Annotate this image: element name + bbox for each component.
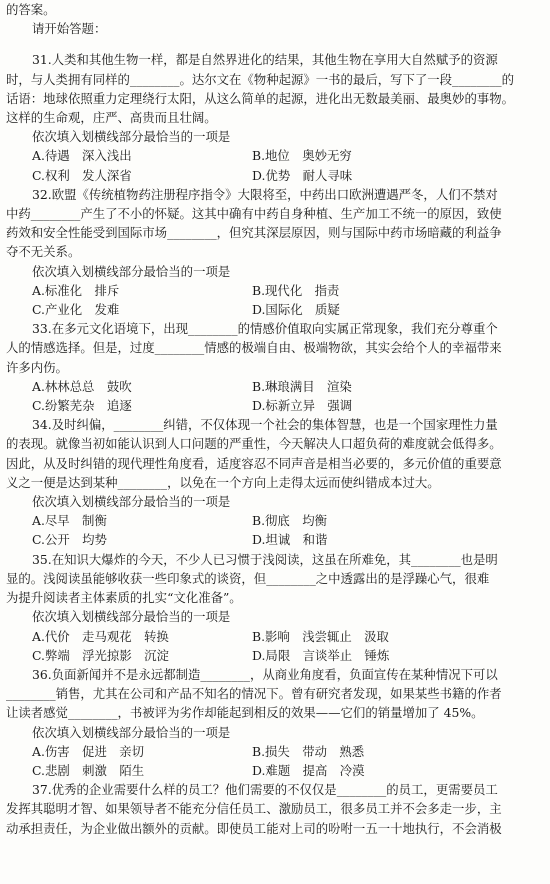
text-line: 为提升阅读者主体素质的扎实“文化准备”。 [6,590,242,606]
answer-option[interactable]: B.现代化 指责 [252,282,340,298]
text-line: 33.在多元文化语境下，出现________的情感价值取向实属正常现象，我们充分尊重个 [32,321,498,337]
answer-option[interactable]: A.尽早 制衡 [32,513,107,529]
answer-option[interactable]: A.林林总总 鼓吹 [32,378,132,394]
text-line: 动承担责任，为企业做出额外的贡献。即使员工能对上司的吩咐一五一十地执行，不会消极 [6,820,502,836]
text-line: 35.在知识大爆炸的今天，不少人已习惯于浅阅读，这虽在所难免，其________也是明 [32,551,498,567]
options-row [6,511,542,530]
answer-option[interactable]: B.影响 浅尝辄止 汲取 [252,628,389,644]
text-line: 37.优秀的企业需要什么样的员工？他们需要的不仅仅是________的员工，更需要员工 [32,782,498,798]
text-line: 的答案。 [6,2,56,17]
text-line: 32.欧盟《传统植物药注册程序指令》大限将至，中药出口欧洲遭遇严冬，人们不禁对 [32,186,498,202]
text-line: 显的。浅阅读虽能够收获一些印象式的谈资，但________之中透露出的是浮躁心气，很难 [6,570,490,586]
text-line: 让读者感觉________，书被评为劣作却能起到相反的效果——它们的销量增加了 45%。 [6,705,484,721]
text-line: 依次填入划横线部分最恰当的一项是 [32,724,231,740]
answer-option[interactable]: C.纷繁芜杂 追逐 [32,398,132,414]
options-row [6,146,542,165]
options-row [6,377,542,396]
text-line: 药效和安全性能受到国际市场________，但究其深层原因，则与国际中药市场暗藏的利益争 [6,225,502,241]
text-line: 依次填入划横线部分最恰当的一项是 [32,494,231,510]
text-line: 时，与人类拥有同样的________。达尔文在《物种起源》一书的最后，写下了一段________的 [6,71,515,87]
answer-option[interactable]: D.坦诚 和谐 [252,532,328,548]
options-row [6,627,542,646]
paragraph-gap [6,38,542,50]
text-line: 话语：地球依照重力定理绕行太阳，从这么简单的起源，进化出无数最美丽、最奥妙的事物。 [6,90,515,106]
answer-option[interactable]: C.权利 发人深省 [32,167,132,183]
text-line: 依次填入划横线部分最恰当的一项是 [32,609,231,625]
text-line: ________销售，尤其在公司和产品不知名的情况下。曾有研究者发现，如果某些书籍的作者 [6,686,502,702]
answer-option[interactable]: D.局限 言谈举止 锤炼 [252,647,390,663]
answer-option[interactable]: B.琳琅满目 渲染 [252,378,352,394]
answer-option[interactable]: D.标新立异 强调 [252,398,353,414]
options-row [6,396,542,415]
text-line: 34.及时纠偏，________纠错，不仅体现一个社会的集体智慧，也是一个国家理性力量 [32,417,498,433]
options-row [6,166,542,185]
answer-option[interactable]: A.待遇 深入浅出 [32,148,132,164]
text-line: 中药________产生了不小的怀疑。这其中确有中药自身种植、生产加工不统一的原因，致使 [6,206,502,222]
text-line: 31.人类和其他生物一样，都是自然界进化的结果，其他生物在享用大自然赋予的资源 [32,52,498,68]
answer-option[interactable]: C.产业化 发难 [32,302,120,318]
answer-option[interactable]: C.悲剧 刺激 陌生 [32,762,145,778]
answer-option[interactable]: C.弊端 浮光掠影 沉淀 [32,647,169,663]
text-line: 义之一便是达到某种________，以免在一个方向上走得太远而使纠错成本过大。 [6,474,440,490]
text-line: 36.负面新闻并不是永远都制造________，从商业角度看，负面宣传在某种情况下可以 [32,666,498,682]
text-line: 这样的生命观，庄严、高贵而且壮阔。 [6,110,217,126]
text-line: 请开始答题： [32,21,107,37]
options-row [6,300,542,319]
answer-option[interactable]: A.标准化 排斥 [32,282,120,298]
options-row [6,530,542,549]
text-line: 依次填入划横线部分最恰当的一项是 [32,263,231,279]
answer-option[interactable]: D.难题 提高 冷漠 [252,762,365,778]
text-line: 许多内伤。 [6,359,68,375]
text-line: 的表现。就像当初如能认识到人口问题的严重性，今天解决人口超负荷的难度就会低得多。 [6,436,502,452]
answer-option[interactable]: C.公开 均势 [32,532,107,548]
options-row [6,646,542,665]
text-line: 依次填入划横线部分最恰当的一项是 [32,129,231,145]
text-line: 因此，从及时纠错的现代理性角度看，适度容忍不同声音是相当必要的，多元价值的重要意 [6,455,502,471]
answer-option[interactable]: B.地位 奥妙无穷 [252,148,352,164]
answer-option[interactable]: B.损失 带动 熟悉 [252,743,365,759]
answer-option[interactable]: B.彻底 均衡 [252,513,327,529]
answer-option[interactable]: D.优势 耐人寻味 [252,167,353,183]
text-line: 夺不无关系。 [6,244,81,260]
options-row [6,281,542,300]
options-row [6,761,542,780]
text-line: 发挥其聪明才智、如果领导者不能充分信任员工、激励员工，很多员工并不会多走一步，主 [6,801,502,817]
options-row [6,742,542,761]
answer-option[interactable]: A.伤害 促进 亲切 [32,743,145,759]
answer-option[interactable]: D.国际化 质疑 [252,302,340,318]
answer-option[interactable]: A.代价 走马观花 转换 [32,628,169,644]
text-line: 人的情感选择。但是，过度________情感的极端自由、极端物欲，其实会给个人的幸福带来 [6,340,502,356]
